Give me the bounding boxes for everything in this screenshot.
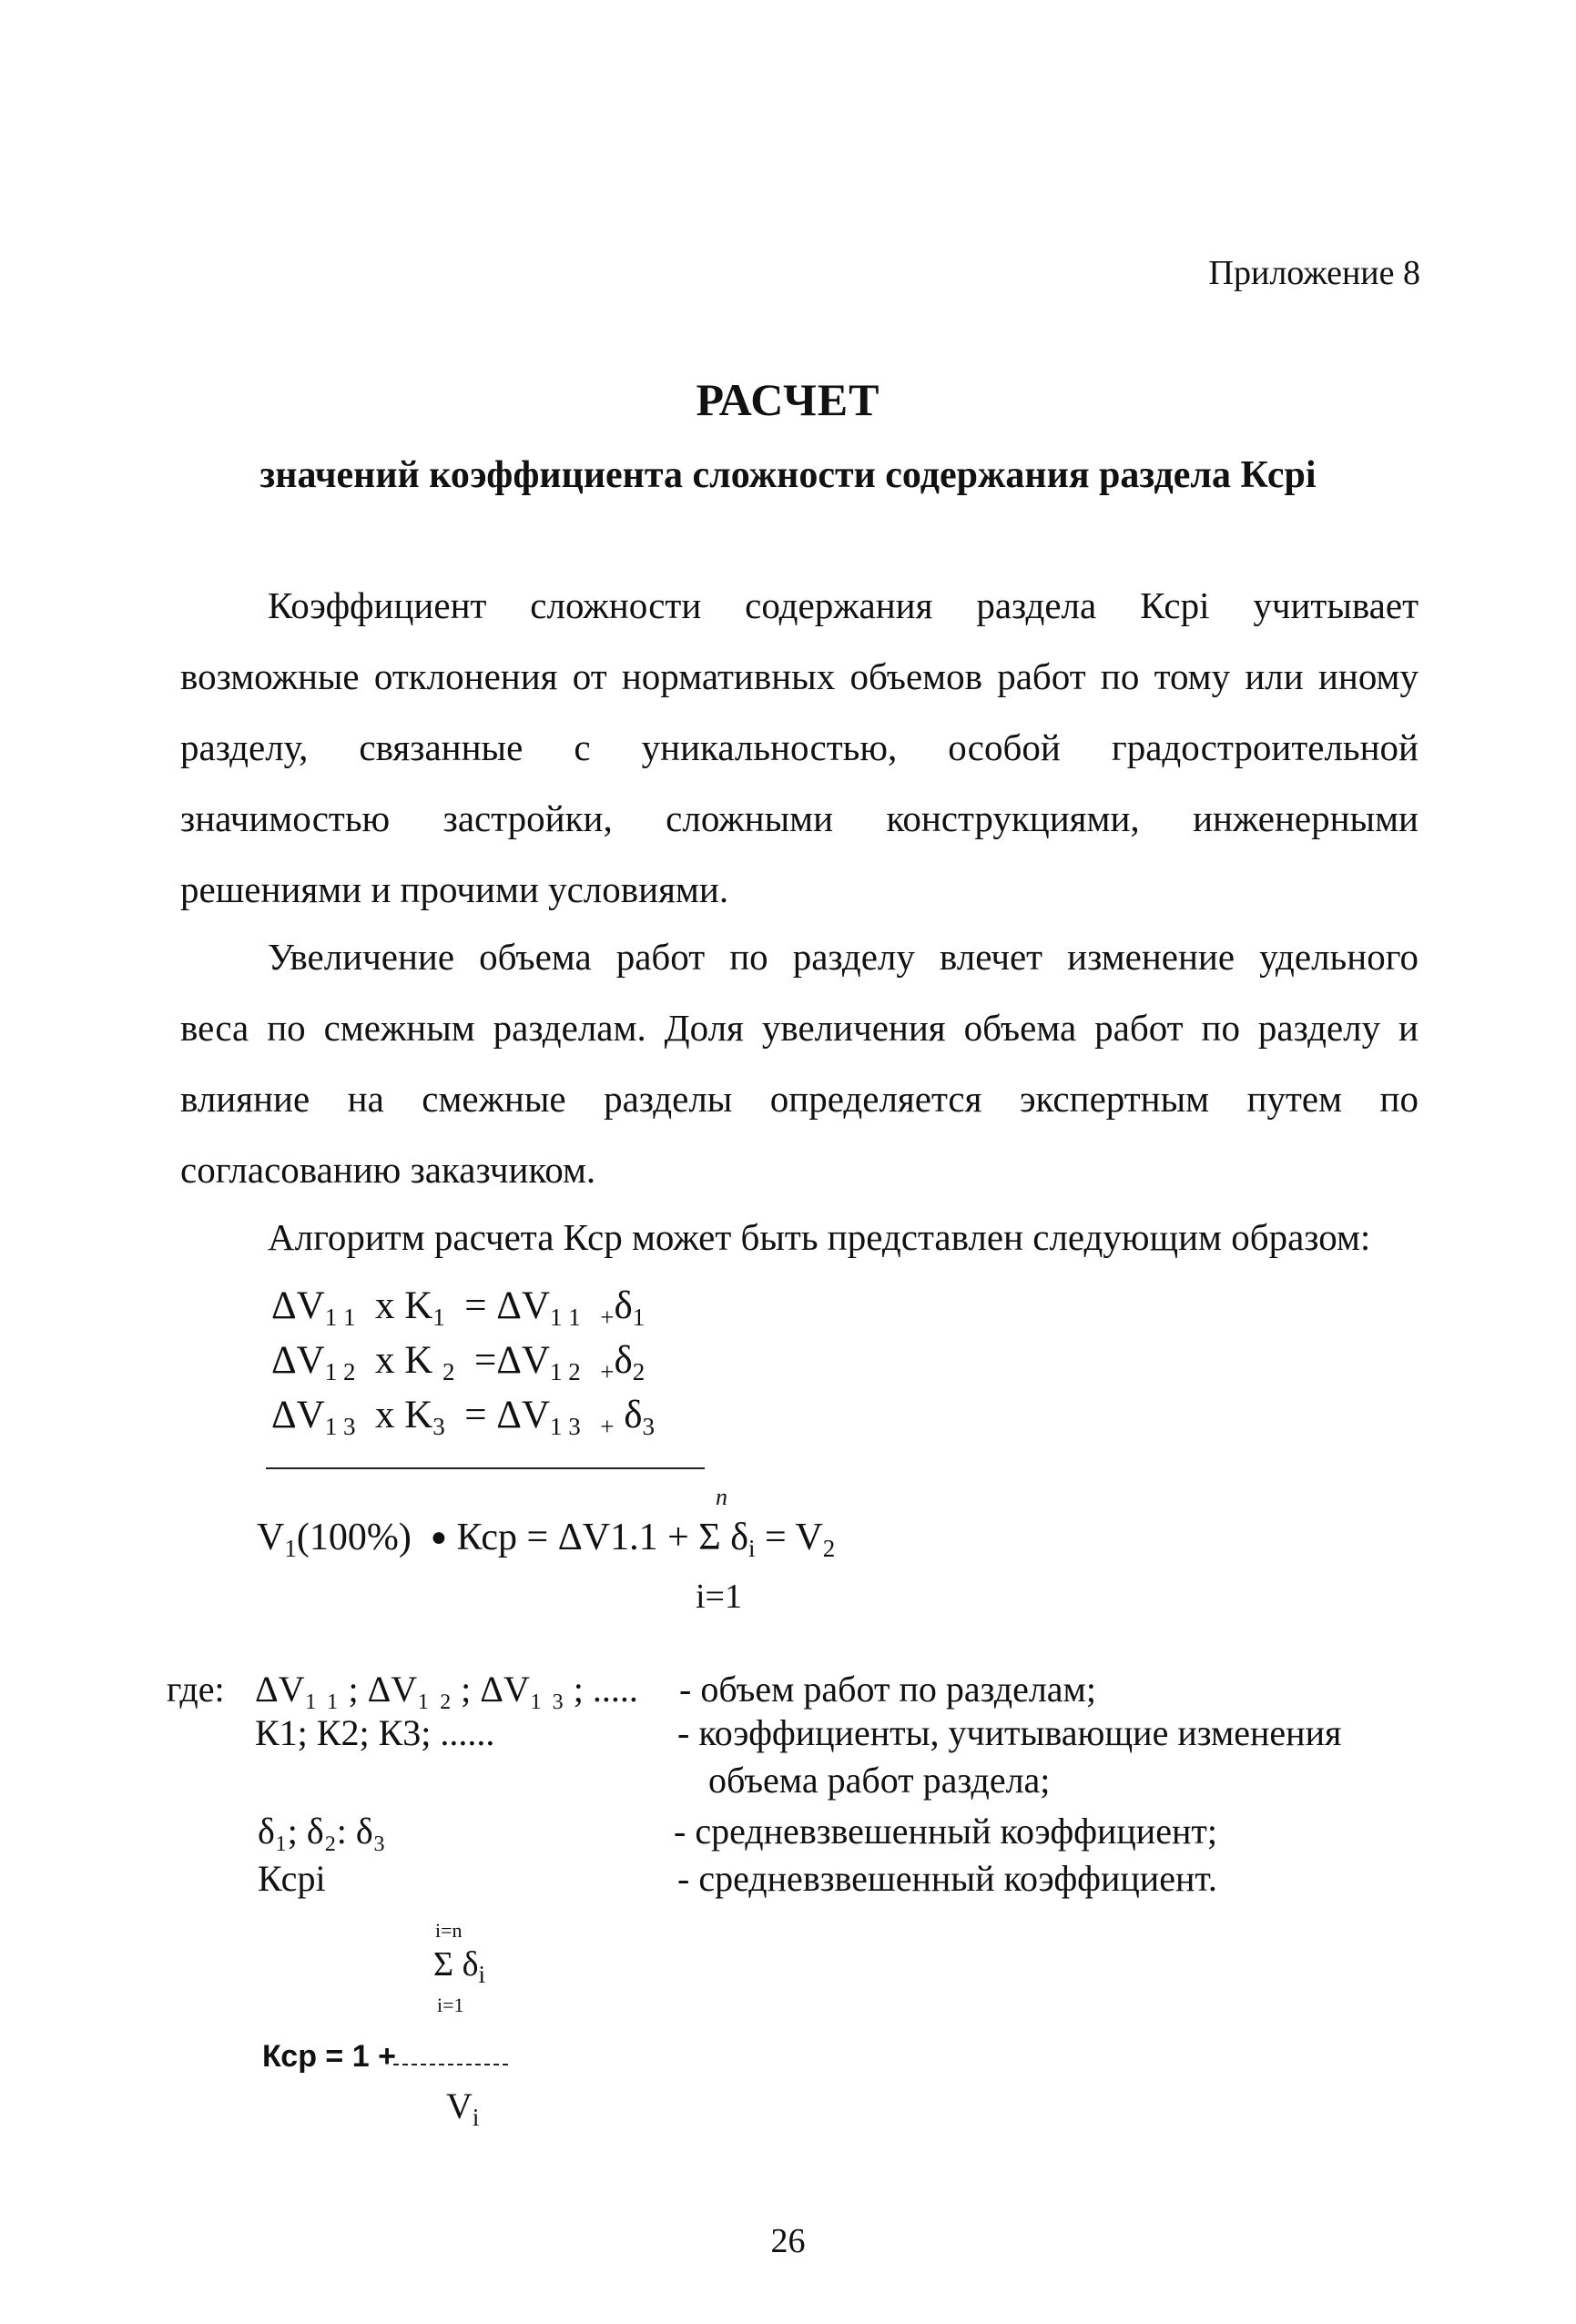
eq-sub: 3 [642, 1413, 656, 1440]
formula-lhs-rest: (100%) [296, 1517, 412, 1558]
eq-term: K [404, 1339, 433, 1382]
sum-lower-limit: i=1 [696, 1578, 742, 1616]
paragraph-1 [180, 570, 1418, 925]
definition-symbol: δ₁; δ₂: δ₃ [258, 1811, 386, 1852]
definition-text: - объем работ по разделам; [679, 1669, 1096, 1710]
eq-sub: 1 2 [550, 1358, 581, 1385]
definition-symbol: ΔV₁ ₁ ; ΔV₁ ₂ ; ΔV₁ ₃ ; ..... [255, 1669, 638, 1710]
page-subtitle: значений коэффициента сложности содержания раздела Ксрi [259, 454, 1317, 496]
formula-sub: 1 [284, 1535, 297, 1562]
eq-sub: 1 [432, 1304, 445, 1331]
fraction-line [393, 2064, 508, 2067]
page-number: 26 [770, 2222, 806, 2260]
formula-sub: 2 [822, 1535, 836, 1562]
eq-term: K [404, 1284, 433, 1327]
definition-text: - средневзвешенный коэффициент. [677, 1858, 1217, 1899]
definition-symbol: К1; К2; К3; ...... [255, 1712, 495, 1753]
eq-term: ΔV [271, 1394, 325, 1436]
eq-term: ΔV [496, 1284, 551, 1327]
eq-term: K [404, 1394, 433, 1436]
paragraph-2 [180, 921, 1418, 1205]
definition-text-continued: объема работ раздела; [708, 1760, 1051, 1801]
formula-rhs: = V [765, 1517, 823, 1558]
eq-term: δ [624, 1394, 643, 1436]
kcp-sum-upper-limit: i=n [435, 1919, 463, 1942]
bullet-icon: ● [430, 1522, 447, 1552]
kcp-denominator [446, 2085, 479, 2132]
eq-sub: 2 [442, 1358, 455, 1385]
separator-line [266, 1467, 705, 1469]
where-label: где: [167, 1669, 225, 1710]
kcp-formula-lhs: Кср = 1 + [262, 2039, 396, 2074]
sum-upper-limit: n [716, 1484, 727, 1510]
eq-term: ΔV [271, 1339, 325, 1382]
eq-term: ΔV [496, 1339, 551, 1382]
definition-text: - средневзвешенный коэффициент; [674, 1811, 1217, 1852]
main-formula [257, 1516, 835, 1563]
formula-sub: i [748, 1535, 756, 1562]
paragraph-line: согласованию заказчиком. [180, 1149, 596, 1191]
kcp-sum-symbol: Σ δ [433, 1945, 479, 1984]
paragraph-line: Алгоритм расчета Кср может быть представлен следующим образом: [268, 1216, 1371, 1258]
eq-term: ΔV [271, 1284, 325, 1327]
definition-symbol: Ксрi [258, 1858, 326, 1899]
paragraph-line: решениями и прочими условиями. [180, 868, 729, 910]
paragraph-line: веса по смежным разделам. Доля увеличения объема работ по разделу и [180, 1007, 1418, 1049]
equation-2: $\Delta V_{1 2}$ x K $_2 =\Delta V_{1 2}$ $_+\delta_2$ [271, 1339, 646, 1385]
eq-term: δ [614, 1339, 633, 1382]
eq-sub: 3 [432, 1413, 445, 1440]
paragraph-line: разделу, связанные с уникальностью, особой градостроительной [180, 726, 1418, 768]
eq-sub: 1 [632, 1304, 646, 1331]
paragraph-line: возможные отклонения от нормативных объемов работ по тому или иному [180, 655, 1418, 697]
equation-3: $\Delta V_{1 3}$ x $K_3 = \Delta V_{1 3}$ $_+$ $\delta_3$ [271, 1394, 656, 1440]
paragraph-line: значимостью застройки, сложными конструкциями, инженерными [180, 797, 1418, 839]
eq-sub: 1 3 [550, 1413, 581, 1440]
kcp-sum-lower-limit: i=1 [437, 1994, 464, 2016]
paragraph-line: влияние на смежные разделы определяется экспертным путем по [180, 1078, 1418, 1120]
formula-mid: Кср = ΔV1.1 + Σ δ [456, 1517, 748, 1558]
eq-sub: 1 1 [550, 1304, 581, 1331]
kcp-sum-sub: i [478, 1961, 486, 1988]
eq-sub: 1 3 [324, 1413, 356, 1440]
eq-term: ΔV [496, 1394, 551, 1436]
eq-sub: 2 [632, 1358, 646, 1385]
eq-sub: 1 1 [324, 1304, 356, 1331]
formula-lhs: V [257, 1517, 285, 1558]
paragraph-3 [180, 1202, 1418, 1273]
paragraph-line: Коэффициент сложности содержания раздела Ксрi учитывает [268, 584, 1418, 626]
kcp-sum-numerator [433, 1944, 485, 1989]
equation-1: $\Delta V_{1 1}$ x $K_1 = \Delta V_{1 1}$ $_+\delta_1$ [271, 1284, 646, 1331]
eq-sub: 1 2 [324, 1358, 356, 1385]
paragraph-line: Увеличение объема работ по разделу влечет изменение удельного [268, 936, 1418, 978]
eq-term: δ [614, 1284, 633, 1327]
kcp-den-symbol: V [446, 2086, 473, 2126]
kcp-den-sub: i [472, 2104, 480, 2131]
page-title: РАСЧЕТ [696, 374, 880, 425]
definition-text: - коэффициенты, учитывающие изменения [677, 1712, 1342, 1753]
appendix-label: Приложение 8 [1208, 254, 1420, 292]
